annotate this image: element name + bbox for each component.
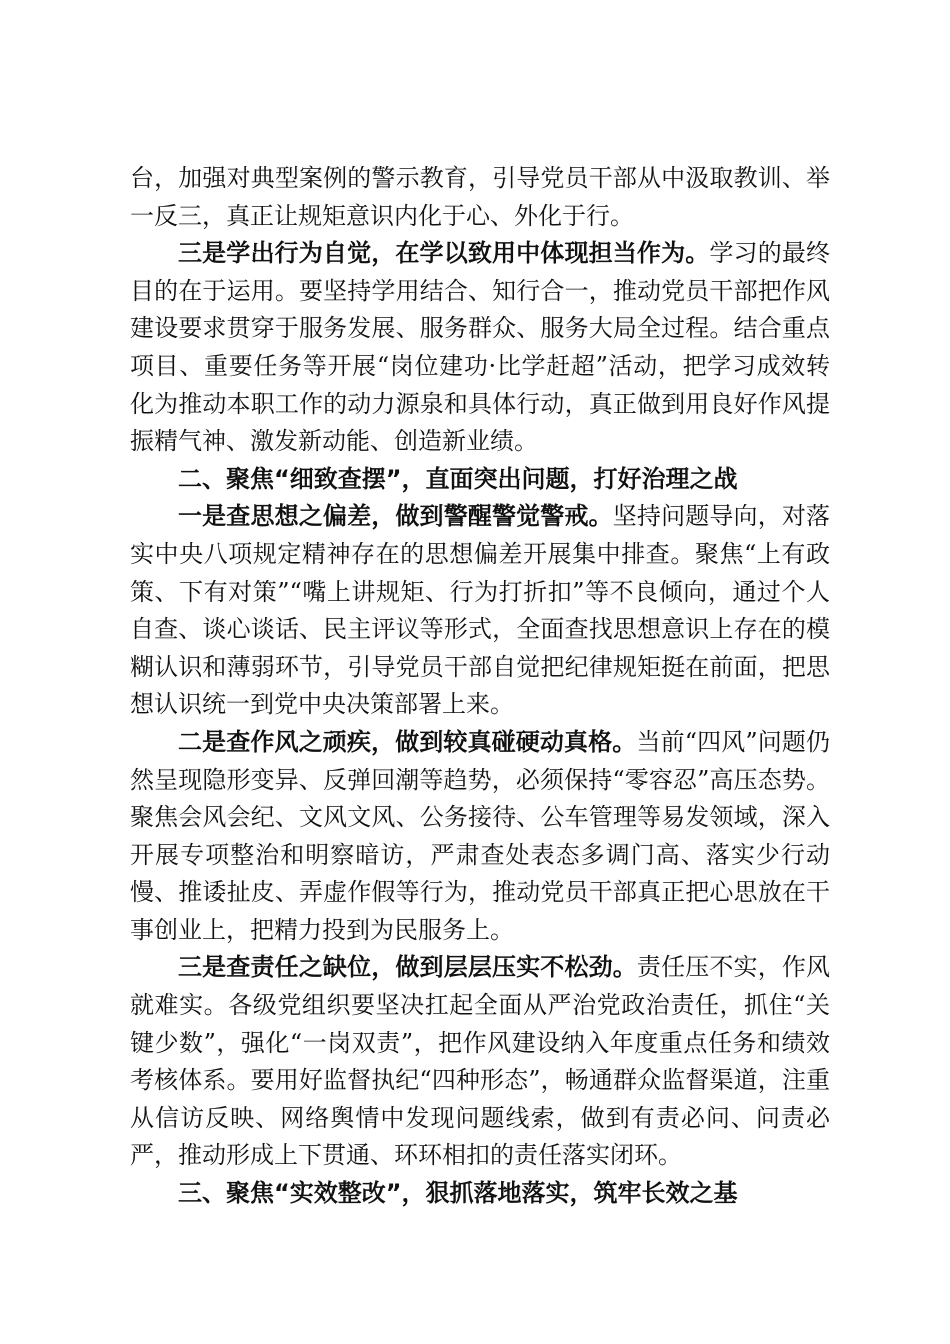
section-heading-2: 二、聚焦“细致查摆”，直面突出问题，打好治理之战 xyxy=(178,464,738,493)
paragraph-text: 坚持问题导向，对落实中央八项规定精神存在的思想偏差开展集中排查。聚焦“上有政策、下有对策”“嘴上讲规矩、行为打折扣”等不良倾向，通过个人自查、谈心谈话、民主评议等形式，全面查找思想意识上存在的模糊认识和薄弱环节，引导党员干部自觉把纪律规矩挺在前面，把思想认识统一到党中央决策部署上来。 xyxy=(130,502,831,719)
paragraph-check-style xyxy=(130,724,830,950)
paragraph-lead: 一是查思想之偏差，做到警醒警觉警戒。 xyxy=(178,502,613,531)
paragraph-text: 责任压不实，作风就难实。各级党组织要坚决扛起全面从严治党政治责任，抓住“关键少数”，强化“一岗双责”，把作风建设纳入年度重点任务和绩效考核体系。要用好监督执纪“四种形态”，畅通群众监督渠道，注重从信访反映、网络舆情中发现问题线索，做到有责必问、问责必严，推动形成上下贯通、环环相扣的责任落实闭环。 xyxy=(130,953,830,1170)
paragraph-lead: 三是学出行为自觉，在学以致用中体现担当作为。 xyxy=(178,239,710,268)
document-body xyxy=(130,160,830,1213)
paragraph-continuation: 台，加强对典型案例的警示教育，引导党员干部从中汲取教训、举一反三，真正让规矩意识内化于心、外化于行。 xyxy=(130,164,830,230)
paragraph-text: 学习的最终目的在于运用。要坚持学用结合、知行合一，推动党员干部把作风建设要求贯穿于服务发展、服务群众、服务大局全过程。结合重点项目、重要任务等开展“岗位建功·比学赶超”活动，把学习成效转化为推动本职工作的动力源泉和具体行动，真正做到用良好作风提振精气神、激发新动能、创造新业绩。 xyxy=(130,239,831,456)
paragraph-text: 当前“四风”问题仍然呈现隐形变异、反弹回潮等趋势，必须保持“零容忍”高压态势。聚焦会风会纪、文风文风、公务接待、公车管理等易发领域，深入开展专项整治和明察暗访，严肃查处表态多调门高、落实少行动慢、推诿扯皮、弄虚作假等行为，推动党员干部真正把心思放在干事创业上，把精力投到为民服务上。 xyxy=(130,727,830,944)
paragraph-lead: 三是查责任之缺位，做到层层压实不松劲。 xyxy=(178,953,637,982)
paragraph-check-thinking xyxy=(130,498,830,724)
paragraph-learning-practice xyxy=(130,235,830,461)
section-heading-3: 三、聚焦“实效整改”，狠抓落地落实，筑牢长效之基 xyxy=(178,1179,738,1208)
paragraph-check-responsibility xyxy=(130,949,830,1175)
paragraph-lead: 二是查作风之顽疾，做到较真碰硬动真格。 xyxy=(178,727,637,756)
